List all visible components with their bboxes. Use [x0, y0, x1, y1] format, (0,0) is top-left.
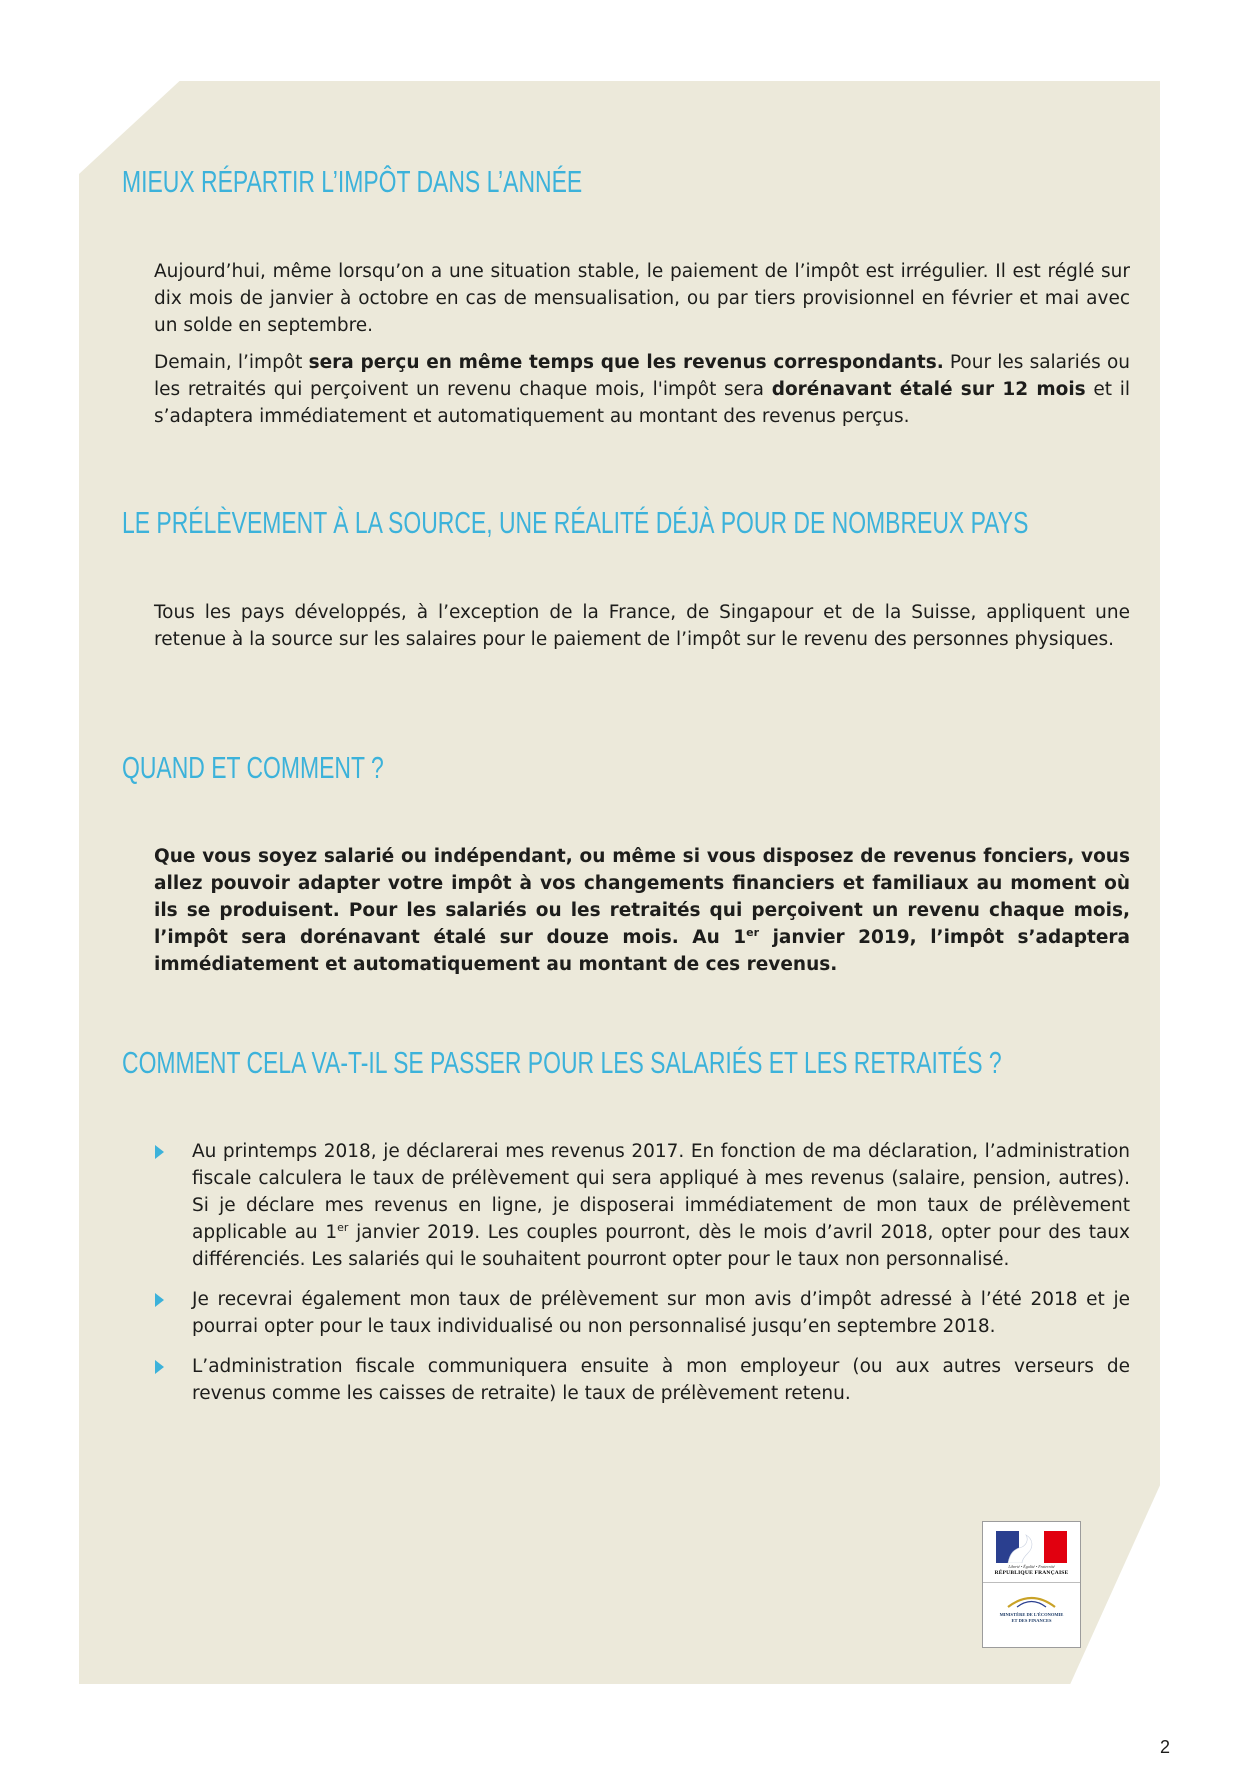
triangle-bullet-icon	[155, 1293, 164, 1307]
paragraph: Tous les pays développés, à l’exception de la France, de Singapour et de la Suisse, appliquent une retenue à la source sur les salaires pour le paiement de l’impôt sur le revenu des personnes physiques.	[154, 602, 1130, 650]
republic-motto: Liberté • Égalité • Fraternité	[1008, 1564, 1055, 1569]
paragraph: Que vous soyez salarié ou indépendant, ou même si vous disposez de revenus fonciers, vous allez pouvoir adapter votre impôt à vos changements financiers et familiaux au moment où ils se produisent. Pour les salariés ou les retraités qui perçoivent un revenu chaque mois, l’impôt sera dorénavant étalé sur douze mois. Au 1er janvier 2019, l’impôt s’adaptera immédiatement et automatiquement au montant de ces revenus.	[154, 846, 1130, 975]
section-body-repartir	[154, 258, 1130, 430]
triangle-bullet-icon	[155, 1360, 164, 1374]
list-item	[154, 1286, 1130, 1340]
paragraph: Aujourd’hui, même lorsqu’on a une situation stable, le paiement de l’impôt est irrégulier. Il est réglé sur dix mois de janvier à octobre en cas de mensualisation, ou par tiers provisionnel en février et mai avec un solde en septembre.	[154, 261, 1130, 336]
list-item	[154, 1353, 1130, 1407]
section-heading-quand: QUAND ET COMMENT ?	[122, 750, 384, 785]
list-item-text: Je recevrai également mon taux de prélèvement sur mon avis d’impôt adressé à l’été 2018 et je pourrai opter pour le taux individualisé ou non personnalisé jusqu’en septembre 2018.	[192, 1289, 1130, 1337]
triangle-bullet-icon	[155, 1145, 164, 1159]
list-item	[154, 1138, 1130, 1273]
section-heading-comment: COMMENT CELA VA-T-IL SE PASSER POUR LES SALARIÉS ET LES RETRAITÉS ?	[122, 1045, 1002, 1080]
section-body-pays	[154, 599, 1130, 653]
section-heading-repartir: MIEUX RÉPARTIR L’IMPÔT DANS L’ANNÉE	[122, 164, 583, 199]
page-number: 2	[1160, 1737, 1171, 1757]
ministry-emblem-icon	[1005, 1593, 1058, 1609]
section-heading-pays: LE PRÉLÈVEMENT À LA SOURCE, UNE RÉALITÉ DÉJÀ POUR DE NOMBREUX PAYS	[122, 505, 1029, 540]
ministry-logo	[982, 1521, 1081, 1648]
list-item-text: Au printemps 2018, je déclarerai mes revenus 2017. En fonction de ma déclaration, l’administration fiscale calculera le taux de prélèvement qui sera appliqué à mes revenus (salaire, pension, autres). Si je déclare mes revenus en ligne, je disposerai immédiatement de mon taux de prélèvement applicable au 1er janvier 2019. Les couples pourront, dès le mois d’avril 2018, opter pour des taux différenciés. Les salariés qui le souhaitent pourront opter pour le taux non personnalisé.	[192, 1141, 1130, 1270]
republic-name: RÉPUBLIQUE FRANÇAISE	[994, 1570, 1069, 1576]
bullet-list	[154, 1138, 1130, 1407]
ministry-name: MINISTÈRE DE L’ÉCONOMIE ET DES FINANCES	[999, 1612, 1064, 1623]
marianne-flag-icon	[996, 1531, 1067, 1563]
section-body-quand	[154, 843, 1130, 978]
logo-divider	[983, 1582, 1080, 1583]
list-item-text: L’administration fiscale communiquera ensuite à mon employeur (ou aux autres verseurs de revenus comme les caisses de retraite) le taux de prélèvement retenu.	[192, 1356, 1130, 1404]
paragraph: Demain, l’impôt sera perçu en même temps que les revenus correspondants. Pour les salariés ou les retraités qui perçoivent un revenu chaque mois, l'impôt sera dorénavant étalé sur 12 mois et il s’adaptera immédiatement et automatiquement au montant des revenus perçus.	[154, 352, 1131, 427]
